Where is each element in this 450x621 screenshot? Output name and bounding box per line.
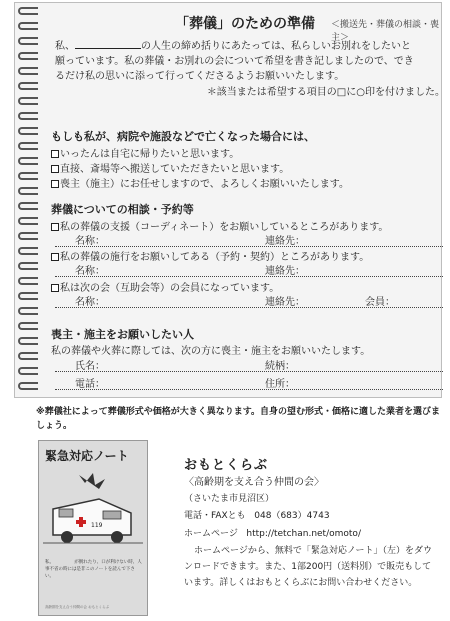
ring (18, 127, 38, 135)
page-subtitle: ＜搬送先・葬儀の相談・喪主＞ (331, 20, 440, 43)
org-name: おもとくらぶ (184, 458, 269, 473)
intro-line3: るだけ私の思いに添って行ってくださるようお願いいたします。 (55, 71, 345, 82)
ambulance-window-icon (103, 511, 121, 519)
relation-label: 続柄： (265, 361, 295, 372)
ring (18, 262, 38, 270)
booklet-footer: 高齢期を支え合う仲間の会 おもとくらぶ (45, 605, 110, 609)
address-label: 住所： (265, 379, 295, 390)
ring (18, 112, 38, 120)
org-tagline: 〈高齢期を支え合う仲間の会〉 (184, 477, 324, 488)
spiral-binding (15, 7, 39, 403)
ring (18, 352, 38, 360)
hospital-option-chief[interactable] (51, 175, 349, 190)
fullname-label: 氏名： (75, 361, 105, 372)
checkbox[interactable] (51, 223, 59, 231)
name-label: 名称： (75, 266, 105, 277)
phone-label: 電話： (75, 379, 105, 390)
member-fields[interactable] (55, 293, 443, 308)
ambulance-illustration (39, 469, 147, 553)
ring (18, 157, 38, 165)
consult-heading: 葬儀についての相談・予約等 (51, 203, 194, 216)
booklet-cover (38, 440, 148, 616)
option-label: 私は次の会（互助会等）の会員になっています。 (60, 283, 280, 294)
alert-burst-icon (79, 473, 105, 489)
checkbox[interactable] (51, 180, 59, 188)
member-label: 会員： (365, 297, 395, 308)
org-web (184, 526, 361, 539)
ring (18, 52, 38, 60)
ring (18, 7, 38, 15)
ring (18, 307, 38, 315)
option-label: 喪主（施主）にお任せしますので、よろしくお願いいたします。 (60, 179, 349, 190)
option-label: いったんは自宅に帰りたいと思います。 (60, 149, 240, 160)
ring (18, 97, 38, 105)
reservation-fields[interactable] (55, 262, 443, 277)
ring (18, 382, 38, 390)
intro-line1: の人生の締め括りにあたっては、私らしいお別れをしたいと (141, 41, 411, 52)
booklet-title: 緊急対応ノート (45, 449, 129, 463)
contact-label: 連絡先： (265, 266, 305, 277)
checkbox[interactable] (51, 284, 59, 292)
ring (18, 172, 38, 180)
ring (18, 37, 38, 45)
ambulance-number: 119 (91, 522, 103, 529)
phone-label: 電話・FAXとも (184, 511, 246, 521)
wheel-icon (111, 531, 123, 543)
chief-description: 私の葬儀や火葬に際しては、次の方に喪主・施主をお願いいたします。 (51, 346, 371, 357)
ring (18, 22, 38, 30)
ring (18, 247, 38, 255)
name-label: 名称： (75, 297, 105, 308)
option-label: 私の葬儀の施行をお願いしてある（予約・契約）ところがあります。 (60, 252, 370, 263)
chief-heading: 喪主・施主をお願いしたい人 (51, 328, 194, 341)
intro-paragraph (55, 39, 445, 100)
checkbox[interactable] (51, 253, 59, 261)
checkbox-note: ＊該当または希望する項目の□に○印を付けました。 (206, 87, 445, 98)
ring (18, 202, 38, 210)
chief-name-fields[interactable] (55, 357, 443, 372)
name-blank[interactable] (75, 39, 141, 49)
option-label: 私の葬儀の支援（コーディネート）をお願いしているところがあります。 (60, 222, 389, 233)
option-label: 直接、斎場等へ搬送していただきたいと思います。 (60, 164, 290, 175)
intro-line2: 願っています。私の葬儀・お別れの会について希望を書き記しましたので、でき (55, 56, 414, 67)
wheel-icon (61, 531, 73, 543)
chief-contact-fields[interactable] (55, 375, 443, 390)
phone-number: 048（683）4743 (254, 511, 330, 521)
ring (18, 367, 38, 375)
consult-option-member[interactable] (51, 279, 279, 294)
ring (18, 67, 38, 75)
ring (18, 232, 38, 240)
consult-option-reservation[interactable] (51, 248, 369, 263)
name-label: 名称： (75, 236, 105, 247)
ring (18, 82, 38, 90)
coordinator-fields[interactable] (55, 232, 443, 247)
ring (18, 322, 38, 330)
page-title: 「葬儀」のための準備 (175, 16, 315, 32)
checkbox[interactable] (51, 165, 59, 173)
intro-prefix: 私、 (55, 41, 75, 52)
hospital-option-home[interactable] (51, 145, 239, 160)
org-phone (184, 508, 330, 521)
ring (18, 277, 38, 285)
consult-option-coordinator[interactable] (51, 218, 388, 233)
ring (18, 187, 38, 195)
web-label: ホームページ (184, 529, 238, 539)
notebook-page (14, 2, 445, 398)
ring (18, 337, 38, 345)
checkbox[interactable] (51, 150, 59, 158)
org-description: ホームページから、無料で「緊急対応ノート」（左）をダウンロードできます。また、1部200円（送料別）で販売もしています。詳しくはおもとくらぶにお問い合わせください。 (184, 546, 433, 588)
ring (18, 292, 38, 300)
intro-line (55, 39, 445, 54)
ring (18, 217, 38, 225)
org-address: （さいたま市見沼区） (184, 494, 275, 504)
booklet-body: 私、 が倒れたり、口が利けない時、人事不省の時には是非このノートを読んで下さい。 (45, 560, 142, 579)
ring (18, 142, 38, 150)
ambulance-window-icon (59, 509, 73, 517)
contact-label: 連絡先： (265, 236, 305, 247)
web-url-link[interactable]: http://tetchan.net/omoto/ (246, 529, 361, 539)
contact-label: 連絡先： (265, 297, 305, 308)
footnote: ※葬儀社によって葬儀形式や価格が大きく異なります。自身の望む形式・価格に適した業者を選びましょう。 (36, 407, 441, 431)
hospital-heading: もしも私が、病院や施設などで亡くなった場合には、 (51, 130, 315, 143)
hospital-option-funeral-hall[interactable] (51, 160, 289, 175)
